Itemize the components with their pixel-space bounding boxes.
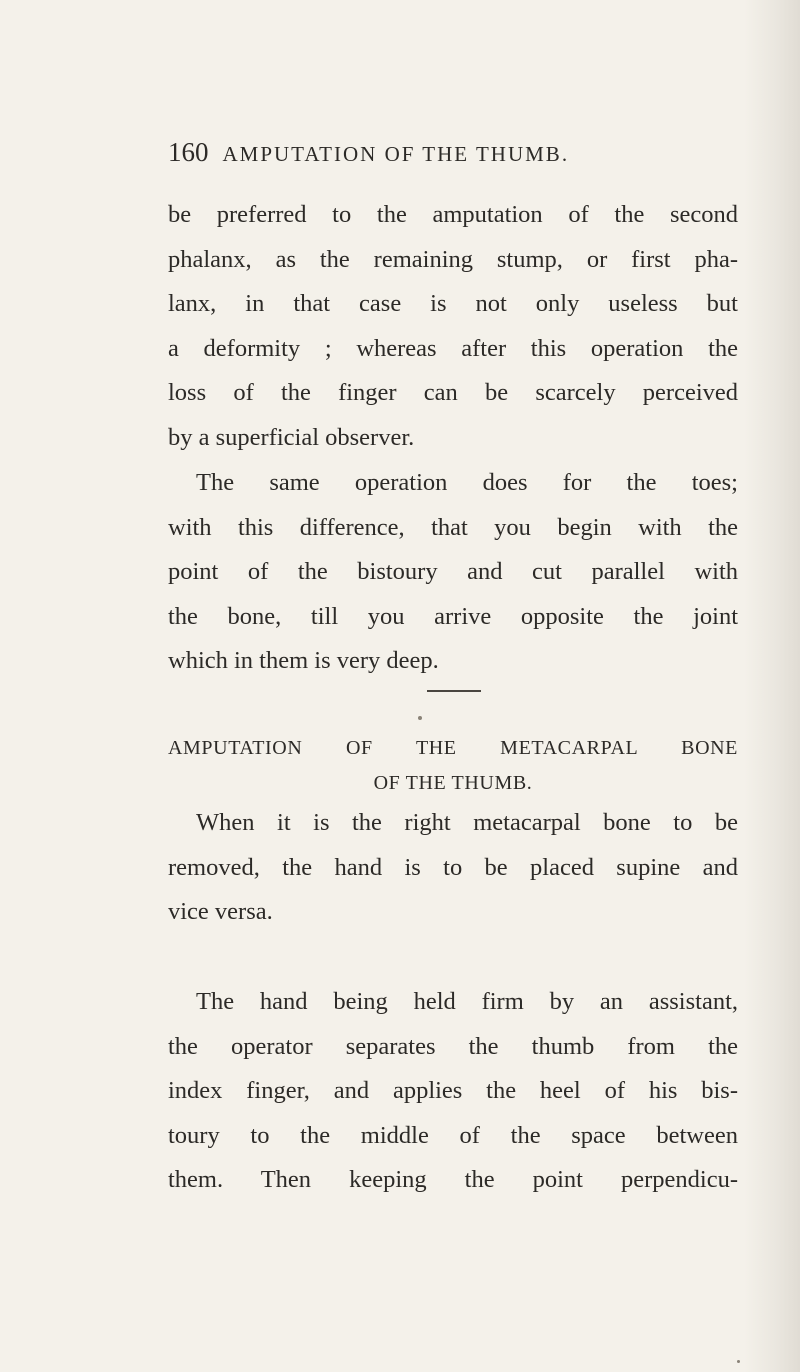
text-line: loss of the finger can be scarcely perceived <box>168 379 738 406</box>
text-line: point of the bistoury and cut parallel with <box>168 558 738 585</box>
text-line: the operator separates the thumb from the <box>168 1032 738 1060</box>
text-line: them. Then keeping the point perpendicu- <box>168 1166 738 1193</box>
text-line: phalanx, as the remaining stump, or first pha- <box>168 245 738 273</box>
text-line: with this difference, that you begin with the <box>168 513 738 541</box>
text-line: which in them is very deep. <box>168 647 439 674</box>
text-line: index finger, and applies the heel of his bis- <box>168 1077 738 1104</box>
text-line: a deformity ; whereas after this operation the <box>168 334 738 362</box>
section-divider <box>427 690 481 692</box>
text-line: be preferred to the amputation of the second <box>168 201 738 228</box>
page-header <box>168 137 569 177</box>
paper-speck <box>418 716 422 720</box>
page-number: 160 <box>168 137 209 167</box>
paper-speck <box>737 1360 740 1363</box>
text-line: When it is the right metacarpal bone to be <box>196 809 738 836</box>
paragraph-metacarpal <box>168 801 738 935</box>
paragraph-continuation <box>168 193 738 460</box>
paragraph-toes <box>168 461 738 684</box>
text-line: The same operation does for the toes; <box>196 469 738 496</box>
text-line: vice versa. <box>168 898 273 925</box>
section-heading-line-2: OF THE THUMB. <box>373 772 533 794</box>
text-line: the bone, till you arrive opposite the joint <box>168 602 738 630</box>
text-line: toury to the middle of the space between <box>168 1121 738 1149</box>
text-line: The hand being held firm by an assistant, <box>196 988 738 1015</box>
section-heading-line-1: AMPUTATION OF THE METACARPAL BONE <box>168 737 738 759</box>
text-line: lanx, in that case is not only useless but <box>168 290 738 317</box>
running-title: AMPUTATION OF THE THUMB. <box>222 142 570 166</box>
paragraph-operator <box>168 980 738 1203</box>
text-line: removed, the hand is to be placed supine and <box>168 853 738 881</box>
text-line: by a superficial observer. <box>168 423 415 451</box>
